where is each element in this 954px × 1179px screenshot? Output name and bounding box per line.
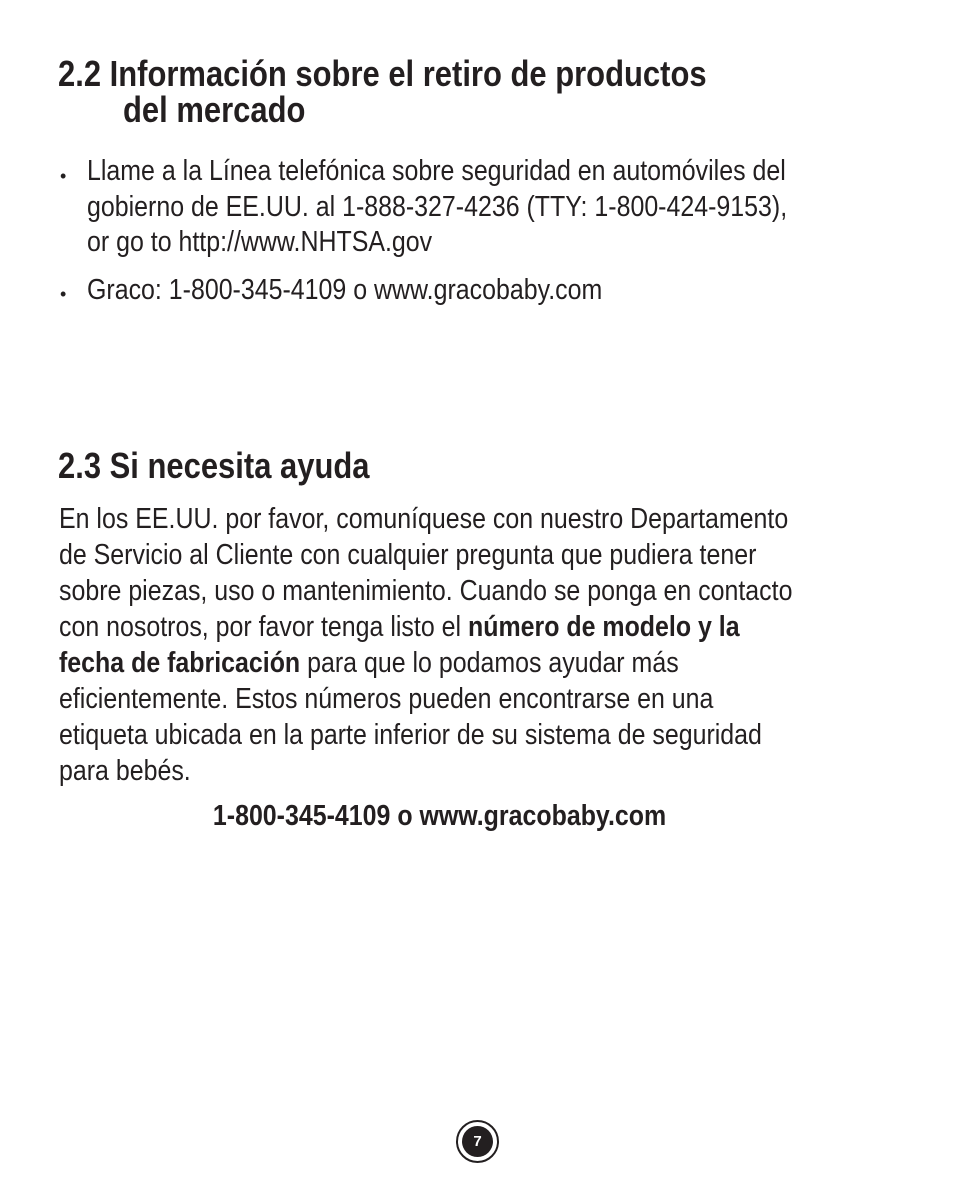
paragraph-line: eficientemente. Estos números pueden encontrarse en una bbox=[59, 683, 714, 715]
paragraph-line: En los EE.UU. por favor, comuníquese con nuestro Departamento bbox=[59, 503, 789, 535]
bullet-1-line-3: or go to http://www.NHTSA.gov bbox=[87, 226, 433, 258]
bullet-icon: • bbox=[60, 166, 67, 186]
bullet-2-line-1: Graco: 1-800-345-4109 o www.gracobaby.com bbox=[87, 274, 603, 306]
customer-service-contact: 1-800-345-4109 o www.gracobaby.com bbox=[213, 800, 667, 832]
section-2-3-heading: 2.3 Si necesita ayuda bbox=[58, 445, 370, 486]
page-number: 7 bbox=[462, 1126, 493, 1157]
paragraph-line bbox=[59, 649, 780, 678]
model-number-emphasis: número de modelo y la bbox=[467, 611, 740, 643]
bullet-1-line-1: Llame a la Línea telefónica sobre seguridad en automóviles del bbox=[87, 155, 786, 187]
paragraph-line: para bebés. bbox=[59, 755, 191, 787]
paragraph-line: etiqueta ubicada en la parte inferior de su sistema de seguridad bbox=[59, 719, 762, 751]
bullet-icon: • bbox=[60, 284, 67, 304]
paragraph-text: con nosotros, por favor tenga listo el bbox=[59, 611, 468, 643]
paragraph-line bbox=[59, 613, 850, 642]
page-number-badge bbox=[456, 1120, 499, 1163]
bullet-1-line-2: gobierno de EE.UU. al 1-888-327-4236 (TTY: 1-800-424-9153), bbox=[87, 191, 788, 223]
section-2-2-heading: 2.2 Información sobre el retiro de productos bbox=[58, 53, 707, 94]
paragraph-text: para que lo podamos ayudar más bbox=[300, 647, 679, 679]
section-2-2-heading-continued: del mercado bbox=[123, 89, 306, 130]
manufacture-date-emphasis: fecha de fabricación bbox=[59, 647, 301, 679]
paragraph-line: sobre piezas, uso o mantenimiento. Cuando se ponga en contacto bbox=[59, 575, 793, 607]
paragraph-line: de Servicio al Cliente con cualquier pregunta que pudiera tener bbox=[59, 539, 757, 571]
